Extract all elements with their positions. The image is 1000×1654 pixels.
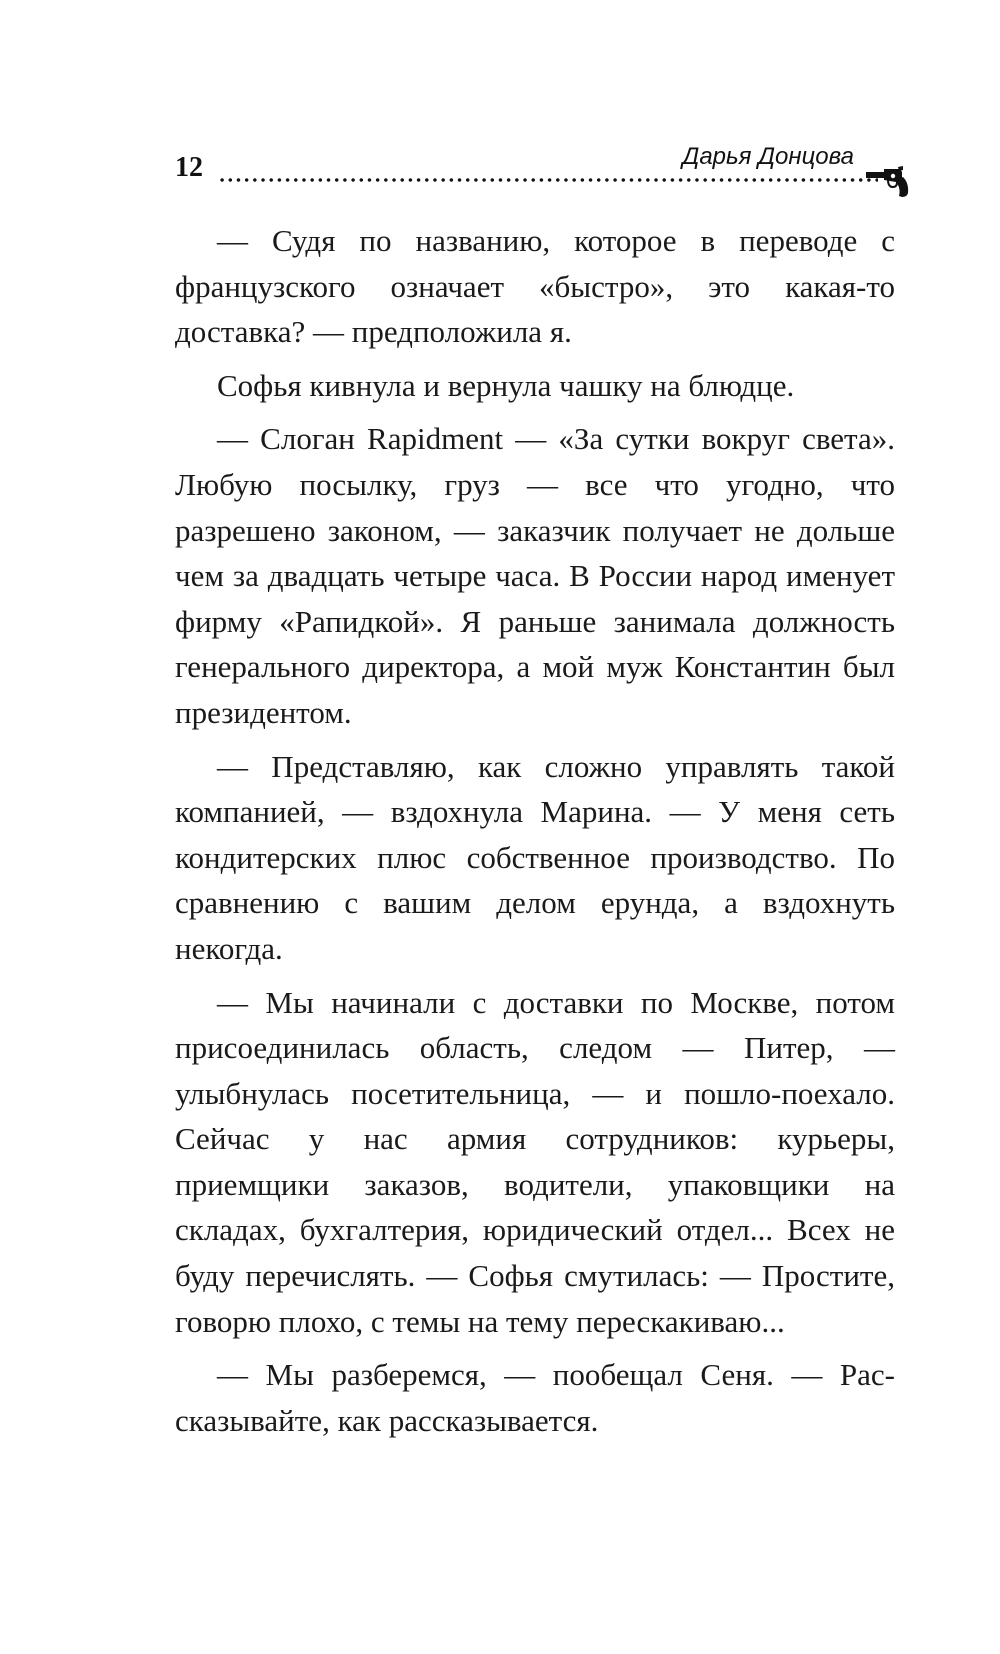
revolver-icon (866, 166, 910, 198)
page-number: 12 (175, 152, 203, 183)
paragraph: — Слоган Rapidment — «За сутки вокруг света». Любую посылку, груз — все что угодно, что разрешено законом, — заказчик получает не дольше чем за двадцать четыре часа. В России народ именует фирму «Рапидкой». Я раньше занимала должность генерального директора, а мой муж Константин был президентом. (175, 421, 895, 730)
paragraph: — Мы начинали с доставки по Москве, потом присоединилась область, следом — Питер, — улыбнулась посетительница, — и пошло-поехало. Сейчас у нас армия сотрудников: курьеры, приемщики заказов, водители, упаковщики на складах, бухгалтерия, юридический отдел... Всех не буду перечислять. — Софья смутилась: — Простите, говорю плохо, с темы на тему перескакиваю... (175, 984, 895, 1339)
body-text (175, 218, 895, 1451)
paragraph: — Судя по названию, которое в переводе с французского означает «быстро», это какая-то доставка? — предположила я. (175, 223, 895, 350)
paragraph: — Мы разберемся, — пообещал Сеня. — Рассказывайте, как рассказывается. (175, 1357, 895, 1438)
paragraph: — Представляю, как сложно управлять такой компанией, — вздохнула Марина. — У меня сеть кондитерских плюс собственное производство. По сравнению с вашим делом ерунда, а вздохнуть некогда. (175, 748, 895, 966)
dotted-leader (218, 178, 878, 182)
running-head-author: Дарья Донцова (682, 143, 854, 170)
paragraph: Софья кивнула и вернула чашку на блюдце. (217, 367, 795, 403)
